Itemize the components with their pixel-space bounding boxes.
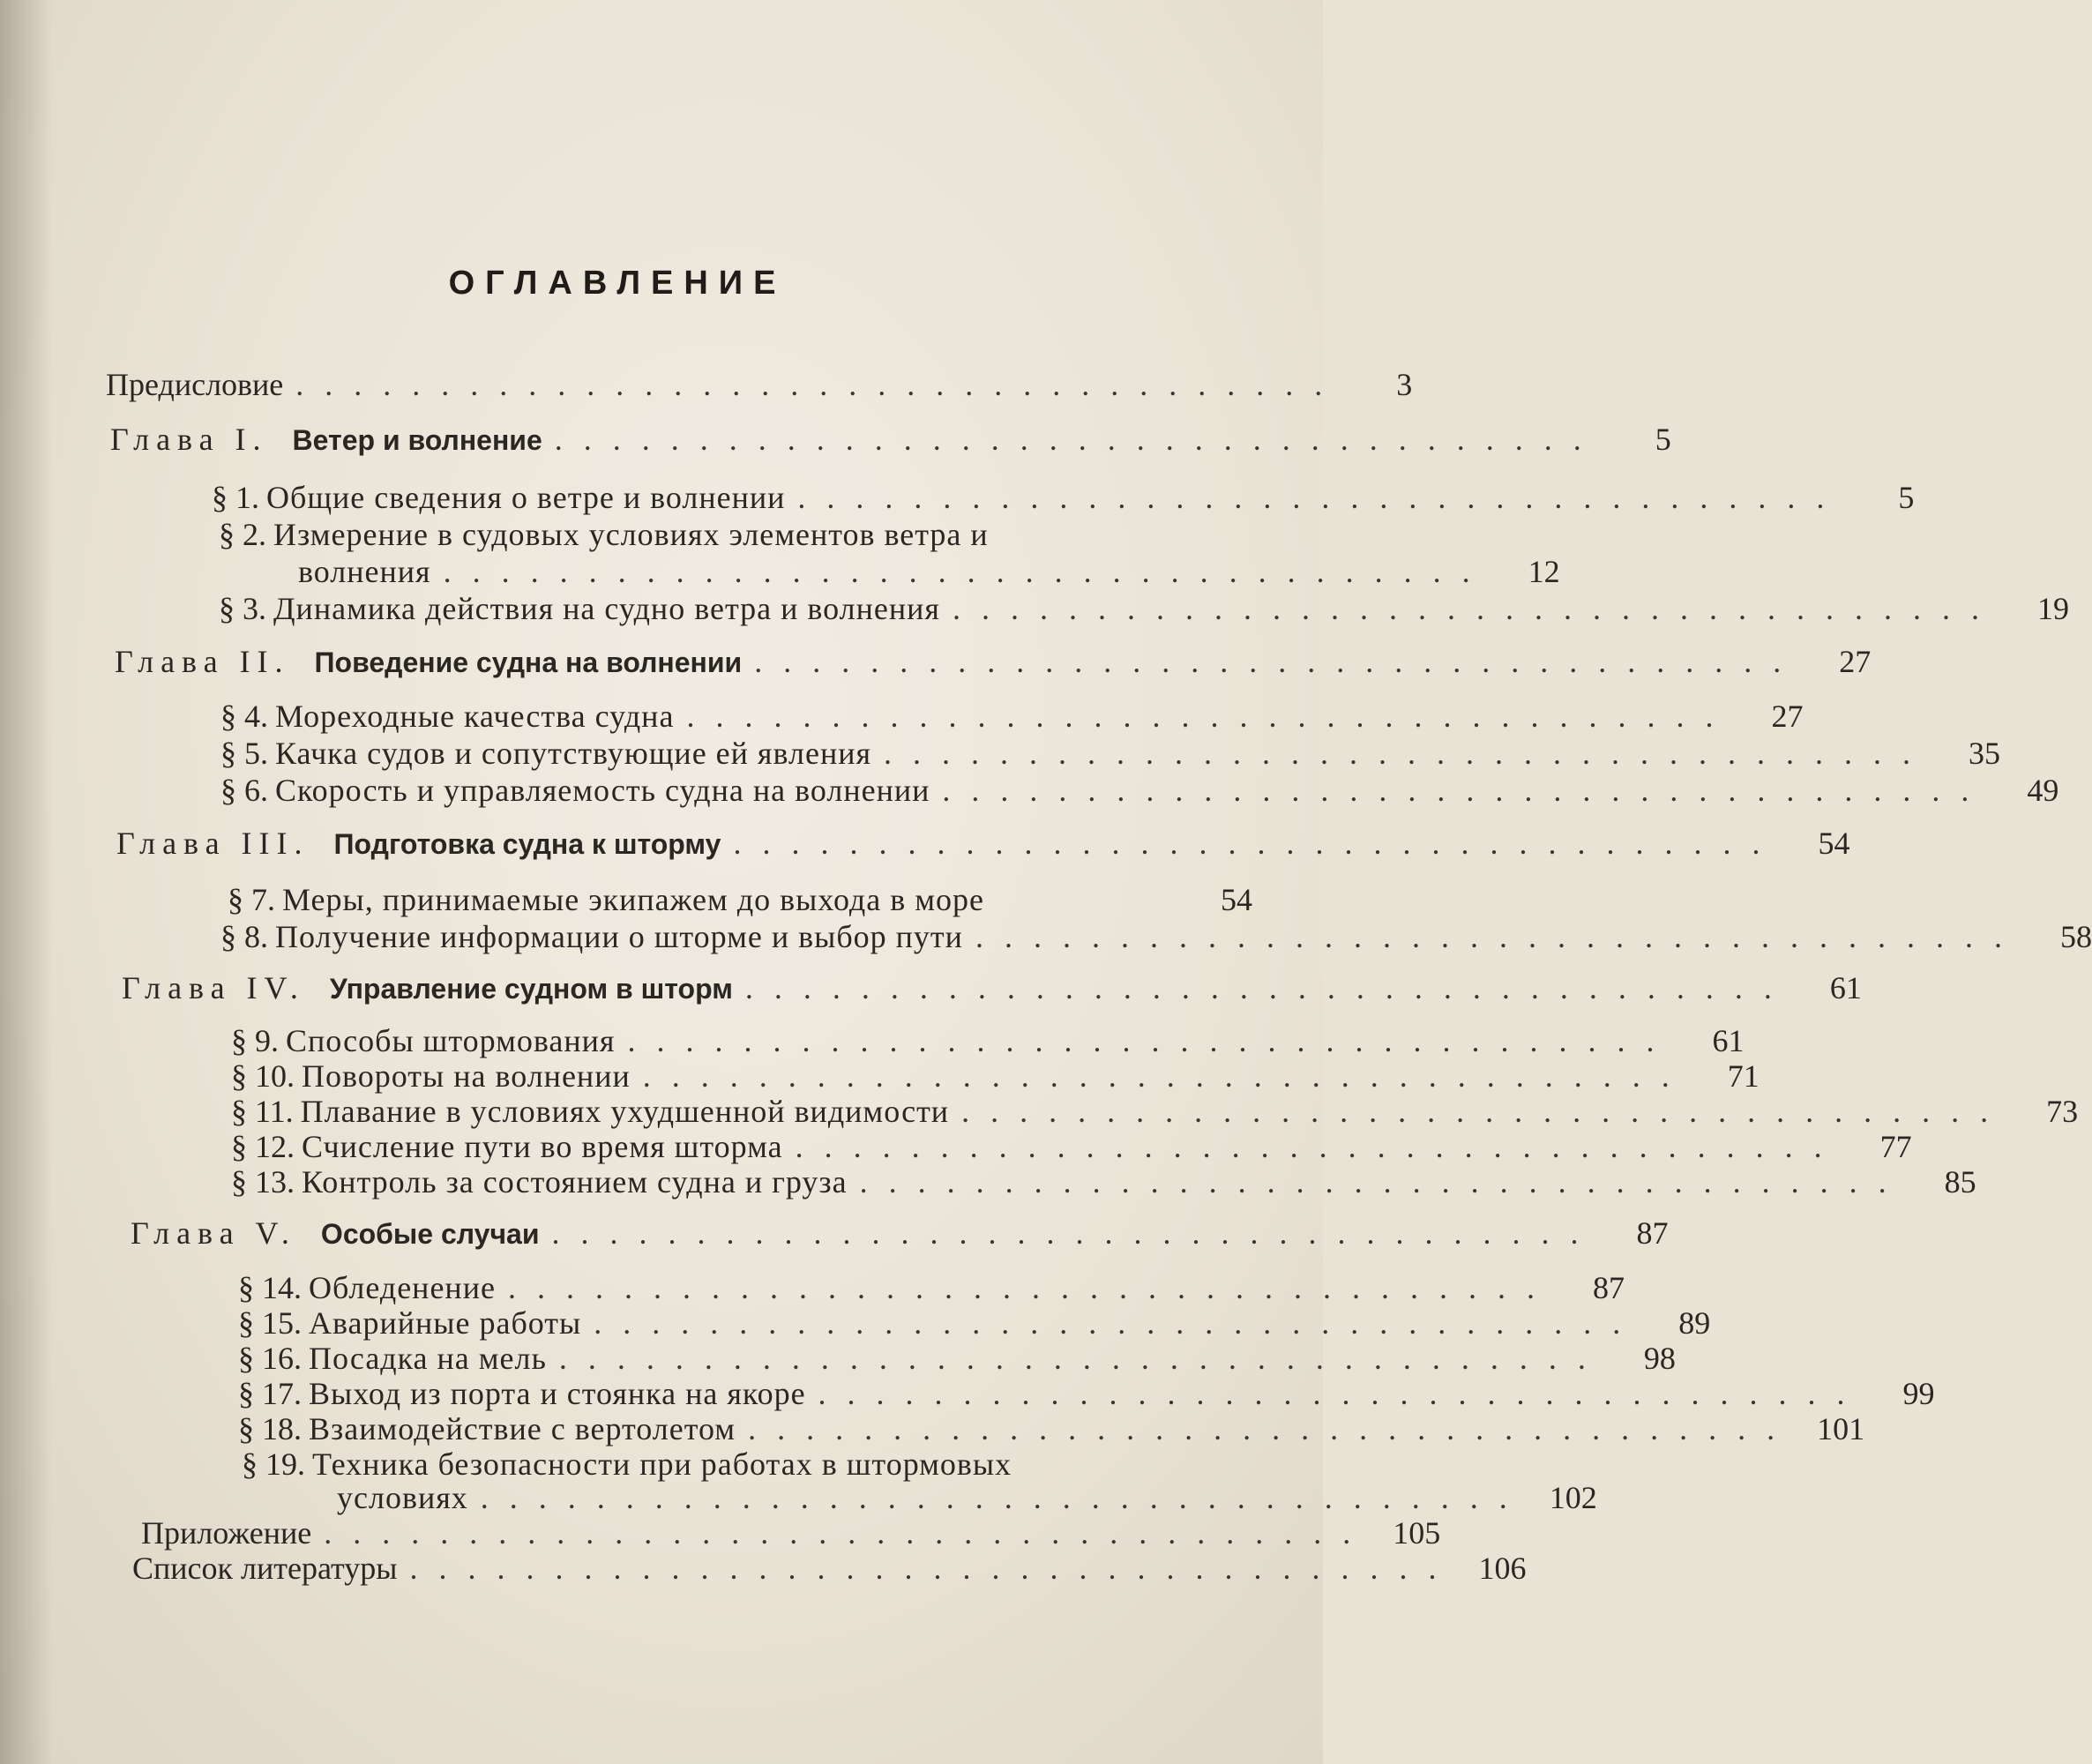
leader-dots: .................................... [507,1270,1556,1305]
section-number: § 19. [242,1446,305,1482]
section-title: Контроль за состоянием судна и груза [302,1164,848,1200]
leader-dots: .................................... [818,1376,1866,1411]
entry-text: Приложение [141,1515,312,1551]
page-number: 73 [2046,1094,2079,1129]
leader-dots: .................................... [748,1411,1797,1446]
section-title: Аварийные работы [309,1305,582,1341]
leader-dots: .................................... [733,826,1782,861]
toc-section-4[interactable] [220,697,1804,736]
section-title: Техника безопасности при работах в штормовых [312,1446,1012,1482]
page-number: 77 [1879,1129,1912,1164]
section-number: § 1. [212,480,259,515]
toc-section-18[interactable] [238,1409,1865,1448]
section-number: § 12. [231,1129,295,1164]
section-number: § 15. [238,1305,302,1341]
toc-chapter-2[interactable] [115,642,1872,681]
toc-section-19-cont[interactable] [337,1478,1597,1517]
page-number: 105 [1393,1515,1441,1551]
entry-text: Предисловие [106,367,284,402]
leader-dots: .................................... [686,699,1735,734]
leader-dots: .................................... [480,1480,1528,1515]
toc-section-5[interactable] [220,734,2001,773]
section-number: § 5. [220,736,268,771]
leader-dots: .................................... [797,480,1846,515]
page-number: 61 [1829,970,1862,1005]
toc-chapter-5[interactable] [131,1214,1669,1252]
page-number: 102 [1549,1480,1597,1515]
leader-dots: .................................... [409,1551,1458,1586]
toc-section-17[interactable] [238,1374,1935,1413]
chapter-label: Глава II. [115,644,290,679]
chapter-title: Поведение судна на волнении [314,647,743,678]
section-title-continuation: условиях [337,1480,468,1515]
section-title: Общие сведения о ветре и волнении [266,480,786,515]
section-title: Меры, принимаемые экипажем до выхода в море [282,882,984,917]
leader-dots: .................................... [884,736,1932,771]
leader-dots: .................................... [443,554,1491,589]
page-number: 3 [1396,367,1413,402]
section-title: Качка судов и сопутствующие ей явления [275,736,872,771]
page-number: 106 [1478,1551,1527,1586]
leader-dots: .................................... [744,970,1793,1005]
toc-section-14[interactable] [238,1268,1625,1307]
page-number: 5 [1655,422,1671,457]
toc-section-11[interactable] [231,1092,2079,1131]
section-number: § 11. [231,1094,294,1129]
toc-section-7[interactable] [228,880,1252,919]
section-number: § 8. [220,919,268,954]
page-number: 98 [1643,1341,1676,1376]
toc-chapter-1[interactable] [110,420,1671,459]
toc-section-1[interactable] [212,478,1915,517]
section-title: Динамика действия на судно ветра и волнения [273,591,940,626]
page-number: 58 [2059,919,2092,954]
chapter-label: Глава I. [110,422,268,457]
chapter-label: Глава III. [116,826,310,861]
section-number: § 13. [231,1164,295,1200]
section-title: Измерение в судовых условиях элементов ветра и [273,517,989,552]
page-number: 12 [1528,554,1560,589]
section-title: Скорость и управляемость судна на волнении [275,773,930,808]
toc-section-8[interactable] [220,917,2092,956]
toc-section-15[interactable] [238,1304,1711,1342]
section-title: Счисление пути во время шторма [302,1129,783,1164]
page-number: 87 [1636,1215,1669,1251]
page-number: 71 [1727,1058,1760,1094]
section-title: Получение информации о шторме и выбор пути [275,919,963,954]
section-title: Мореходные качества судна [275,699,675,734]
section-number: § 6. [220,773,268,808]
section-number: § 17. [238,1376,302,1411]
toc-section-9[interactable] [231,1021,1745,1060]
toc-chapter-4[interactable] [122,968,1862,1007]
section-number: § 9. [231,1023,279,1058]
leader-dots: .................................... [558,1341,1607,1376]
page-number: 61 [1712,1023,1745,1058]
toc-section-6[interactable] [220,771,2059,810]
leader-dots: .................................... [551,1215,1600,1251]
section-number: § 10. [231,1058,295,1094]
section-title: Плавание в условиях ухудшенной видимости [300,1094,950,1129]
toc-entry-appendix[interactable] [141,1514,1441,1552]
toc-chapter-3[interactable] [116,824,1850,863]
toc-section-2-cont[interactable] [298,552,1560,591]
page-number: 99 [1902,1376,1935,1411]
leader-dots: .................................... [795,1129,1843,1164]
leader-dots: .................................... [952,591,2000,626]
chapter-title: Особые случаи [320,1218,540,1250]
section-number: § 14. [238,1270,302,1305]
page-number: 27 [1839,644,1872,679]
section-number: § 7. [228,882,275,917]
page-number: 27 [1771,699,1804,734]
page-number: 85 [1944,1164,1976,1200]
section-title-continuation: волнения [298,554,431,589]
page-title: ОГЛАВЛЕНИЕ [448,265,787,302]
toc-section-16[interactable] [238,1339,1676,1378]
leader-dots: .................................... [961,1094,2010,1129]
toc-section-3[interactable] [219,589,2069,628]
toc-section-10[interactable] [231,1057,1760,1095]
toc-entry-preface[interactable] [106,365,1413,404]
chapter-label: Глава V. [131,1215,296,1251]
section-number: § 18. [238,1411,302,1446]
leader-dots: .................................... [642,1058,1691,1094]
section-number: § 2. [219,517,266,552]
chapter-title: Ветер и волнение [292,424,542,456]
chapter-title: Подготовка судна к шторму [333,828,721,860]
toc-section-12[interactable] [231,1127,1912,1166]
page-number: 101 [1817,1411,1865,1446]
leader-dots: .................................... [859,1164,1908,1200]
leader-dots: .................................... [627,1023,1676,1058]
page-number: 35 [1969,736,2001,771]
page-number: 19 [2036,591,2069,626]
page-number: 49 [2027,773,2059,808]
chapter-title: Управление судном в шторм [329,973,733,1005]
section-title: Посадка на мель [309,1341,547,1376]
page-number: 5 [1898,480,1915,515]
leader-dots: .................................... [324,1515,1372,1551]
page-number: 54 [1818,826,1850,861]
leader-dots: .................................... [754,644,1803,679]
chapter-label: Глава IV. [122,970,305,1005]
section-number: § 4. [220,699,268,734]
page-number: 89 [1678,1305,1711,1341]
section-title: Выход из порта и стоянка на якоре [309,1376,806,1411]
entry-text: Список литературы [132,1551,398,1586]
section-title: Повороты на волнении [302,1058,631,1094]
toc-entry-references[interactable] [132,1549,1527,1588]
leader-dots: .................................... [594,1305,1642,1341]
toc-section-13[interactable] [231,1162,1976,1201]
toc-section-2[interactable] [219,515,1207,554]
section-title: Способы штормования [286,1023,616,1058]
section-title: Обледенение [309,1270,496,1305]
section-title: Взаимодействие с вертолетом [309,1411,736,1446]
leader-dots: .................................... [554,422,1603,457]
section-number: § 3. [219,591,266,626]
leader-dots: .................................... [295,367,1344,402]
section-number: § 16. [238,1341,302,1376]
page-number: 54 [1221,882,1252,917]
leader-dots: .................................... [975,919,2023,954]
page-number: 87 [1592,1270,1625,1305]
leader-dots: .................................... [942,773,1991,808]
